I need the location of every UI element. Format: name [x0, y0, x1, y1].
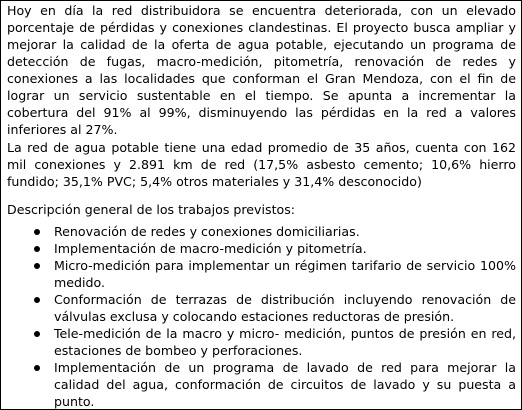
list-item-text: Micro-medición para implementar un régimen tarifario de servicio 100% medido.: [54, 258, 516, 290]
list-item-text: Implementación de un programa de lavado de red para mejorar la calidad del agua, conformación de circuitos de lavado y su puesta a punto.: [54, 360, 516, 409]
list-item-text: Implementación de macro-medición y pitometría.: [54, 241, 367, 256]
paragraph-works-heading: Descripción general de los trabajos previstos:: [7, 202, 296, 217]
list-item: [1, 291, 521, 325]
list-item-text: Tele-medición de la macro y micro- medición, puntos de presión en red, estaciones de bombeo y perforaciones.: [54, 326, 516, 358]
bullet-icon: [34, 331, 40, 337]
works-bullet-list: [1, 223, 521, 410]
bullet-icon: [34, 246, 40, 252]
bullet-icon: [34, 365, 40, 371]
bullet-icon: [34, 229, 40, 235]
list-item: [1, 359, 521, 410]
bullet-icon: [34, 297, 40, 303]
list-item-text: Renovación de redes y conexiones domiciliarias.: [54, 224, 360, 239]
list-item-text: Conformación de terrazas de distribución incluyendo renovación de válvulas exclusa y colocando estaciones reductoras de presión.: [54, 292, 516, 324]
list-item: [1, 223, 521, 240]
list-item: [1, 240, 521, 257]
paragraph-network-stats: La red de agua potable tiene una edad promedio de 35 años, cuenta con 162 mil conexiones y 2.891 km de red (17,5% asbesto cemento; 10,6% hierro fundido; 35,1% PVC; 5,4% otros materiales y 31,4% desconocido): [7, 140, 516, 189]
list-item: [1, 325, 521, 359]
bullet-icon: [34, 263, 40, 269]
paragraph-intro: Hoy en día la red distribuidora se encuentra deteriorada, con un elevado porcentaje de pérdidas y conexiones clandestinas. El proyecto busca ampliar y mejorar la calidad de la oferta de agua potable, ejecutando un programa de detección de fugas, macro-medición, pitometría, renovación de redes y conexiones a las localidades que conforman el Gran Mendoza, con el fin de lograr un servicio sustentable en el tiempo. Se apunta a incrementar la cobertura del 91% al 99%, disminuyendo las pérdidas en la red a valores inferiores al 27%.: [7, 3, 516, 137]
list-item: [1, 257, 521, 291]
